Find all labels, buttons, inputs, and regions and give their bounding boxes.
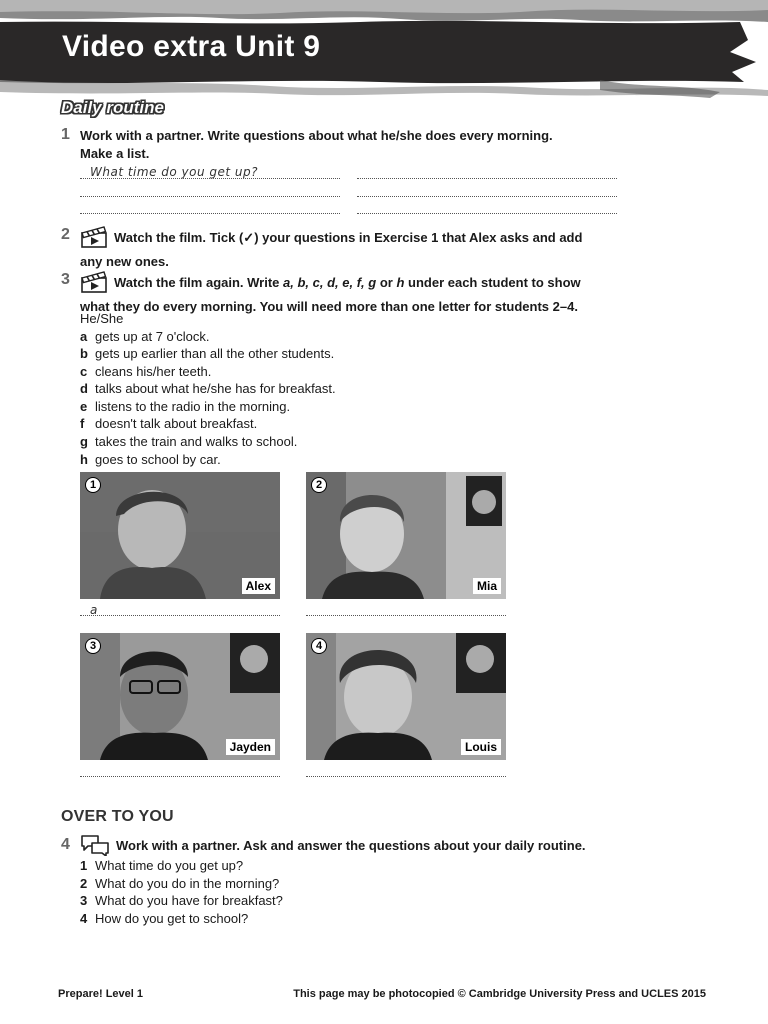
student-photo-mia	[306, 472, 506, 599]
exercise-2-number: 2	[61, 226, 70, 243]
student-name: Mia	[473, 578, 501, 594]
list-item: 1 What time do you get up?	[80, 858, 244, 873]
list-item: 3 What do you have for breakfast?	[80, 893, 283, 908]
student-1-answer: a	[90, 603, 98, 617]
exercise-1-line-1: Work with a partner. Write questions about what he/she does every morning.	[80, 128, 553, 143]
footer-copyright: This page may be photocopied © Cambridge University Press and UCLES 2015	[293, 988, 706, 1000]
example-answer: What time do you get up?	[90, 165, 259, 179]
answer-line-4[interactable]	[357, 196, 617, 197]
exercise-4-text: Work with a partner. Ask and answer the questions about your daily routine.	[116, 838, 586, 853]
student-number: 2	[312, 478, 326, 492]
student-3-answer-line[interactable]	[80, 776, 280, 777]
exercise-3-line-1a: Watch the film again. Write	[114, 275, 284, 290]
section-heading: Daily routine	[61, 98, 164, 117]
answer-line-1[interactable]	[80, 178, 340, 179]
exercise-3-line-2: what they do every morning. You will need more than one letter for students 2–4.	[80, 299, 578, 314]
list-heading: He/She	[80, 311, 124, 326]
list-item: g takes the train and walks to school.	[80, 434, 298, 449]
student-number: 3	[86, 639, 100, 653]
exercise-3-letters: a, b, c, d, e, f, g	[283, 275, 377, 290]
exercise-1-line-2: Make a list.	[80, 146, 150, 161]
list-item: c cleans his/her teeth.	[80, 364, 212, 379]
answer-line-6[interactable]	[357, 213, 617, 214]
list-item: h goes to school by car.	[80, 452, 221, 467]
exercise-3-instructions	[80, 271, 620, 316]
film-clapper-icon	[80, 271, 108, 298]
student-name: Jayden	[226, 739, 275, 755]
page-title: Video extra Unit 9	[62, 30, 321, 63]
film-clapper-icon	[80, 226, 108, 253]
exercise-1-instructions	[80, 127, 620, 163]
student-2-answer-line[interactable]	[306, 615, 506, 616]
exercise-2-line-2: any new ones.	[80, 254, 169, 269]
exercise-3-letter-h: h	[396, 275, 405, 290]
list-item: 2 What do you do in the morning?	[80, 876, 280, 891]
answer-line-5[interactable]	[80, 213, 340, 214]
list-item: b gets up earlier than all the other students.	[80, 346, 335, 361]
exercise-3-number: 3	[61, 271, 70, 288]
student-number: 4	[312, 639, 326, 653]
exercise-4-number: 4	[61, 836, 70, 853]
list-item: e listens to the radio in the morning.	[80, 399, 291, 414]
over-to-you-heading: OVER TO YOU	[61, 808, 174, 825]
list-item: f doesn't talk about breakfast.	[80, 416, 258, 431]
answer-line-3[interactable]	[80, 196, 340, 197]
footer-level: Prepare! Level 1	[58, 988, 143, 1000]
list-item: d talks about what he/she has for breakfast.	[80, 381, 336, 396]
list-item: 4 How do you get to school?	[80, 911, 249, 926]
student-1-answer-line[interactable]	[80, 615, 280, 616]
student-4-answer-line[interactable]	[306, 776, 506, 777]
student-photo-alex	[80, 472, 280, 599]
exercise-3-line-1b: under each student to show	[404, 275, 581, 290]
answer-line-2[interactable]	[357, 178, 617, 179]
exercise-2-line-1: Watch the film. Tick (✓) your questions in Exercise 1 that Alex asks and add	[114, 230, 583, 245]
student-photo-louis	[306, 633, 506, 760]
student-name: Alex	[242, 578, 275, 594]
student-name: Louis	[461, 739, 501, 755]
exercise-2-instructions	[80, 226, 620, 271]
student-number: 1	[86, 478, 100, 492]
list-item: a gets up at 7 o'clock.	[80, 329, 210, 344]
exercise-3-or: or	[376, 275, 397, 290]
student-photo-jayden	[80, 633, 280, 760]
exercise-1-number: 1	[61, 126, 70, 143]
